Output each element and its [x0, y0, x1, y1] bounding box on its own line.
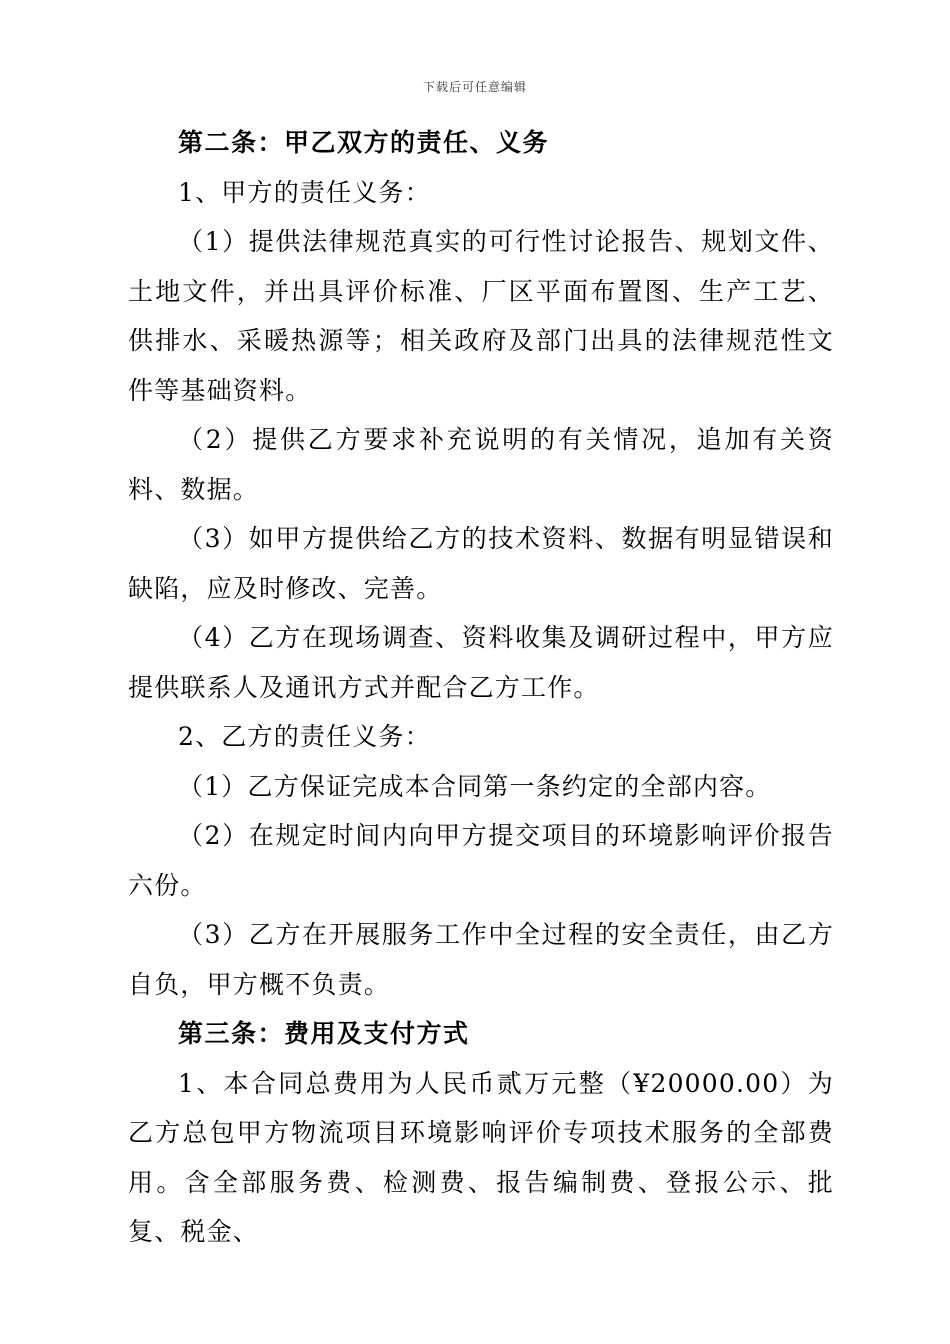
subsection-party-b-duties: 2、乙方的责任义务：	[178, 722, 431, 751]
paragraph-b-2: （2）在规定时间内向甲方提交项目的环境影响评价报告六份。	[128, 821, 834, 900]
section-heading-article-3: 第三条：费用及支付方式	[178, 1019, 470, 1048]
header-note: 下载后可任意编辑	[422, 80, 527, 94]
paragraph-fee-1: 1、本合同总费用为人民币贰万元整（¥20000.00）为乙方总包甲方物流项目环境影响评价专项技术服务的全部费用。含全部服务费、检测费、报告编制费、登报公示、批复、税金、	[128, 1068, 834, 1246]
paragraph-b-1: （1）乙方保证完成本合同第一条约定的全部内容。	[178, 771, 772, 801]
paragraph-a-1: （1）提供法律规范真实的可行性讨论报告、规划文件、土地文件，并出具评价标准、厂区平面布置图、生产工艺、供排水、采暖热源等；相关政府及部门出具的法律规范性文件等基础资料。	[128, 227, 834, 405]
paragraph-a-4: （4）乙方在现场调查、资料收集及调研过程中，甲方应提供联系人及通讯方式并配合乙方工作。	[128, 623, 834, 702]
paragraph-a-3: （3）如甲方提供给乙方的技术资料、数据有明显错误和缺陷，应及时修改、完善。	[128, 524, 834, 603]
section-heading-article-2: 第二条：甲乙双方的责任、义务	[178, 128, 550, 157]
paragraph-b-3: （3）乙方在开展服务工作中全过程的安全责任，由乙方自负，甲方概不负责。	[128, 920, 834, 999]
document-body	[128, 118, 834, 1257]
paragraph-a-2: （2）提供乙方要求补充说明的有关情况，追加有关资料、数据。	[128, 425, 834, 504]
subsection-party-a-duties: 1、甲方的责任义务：	[178, 177, 431, 207]
